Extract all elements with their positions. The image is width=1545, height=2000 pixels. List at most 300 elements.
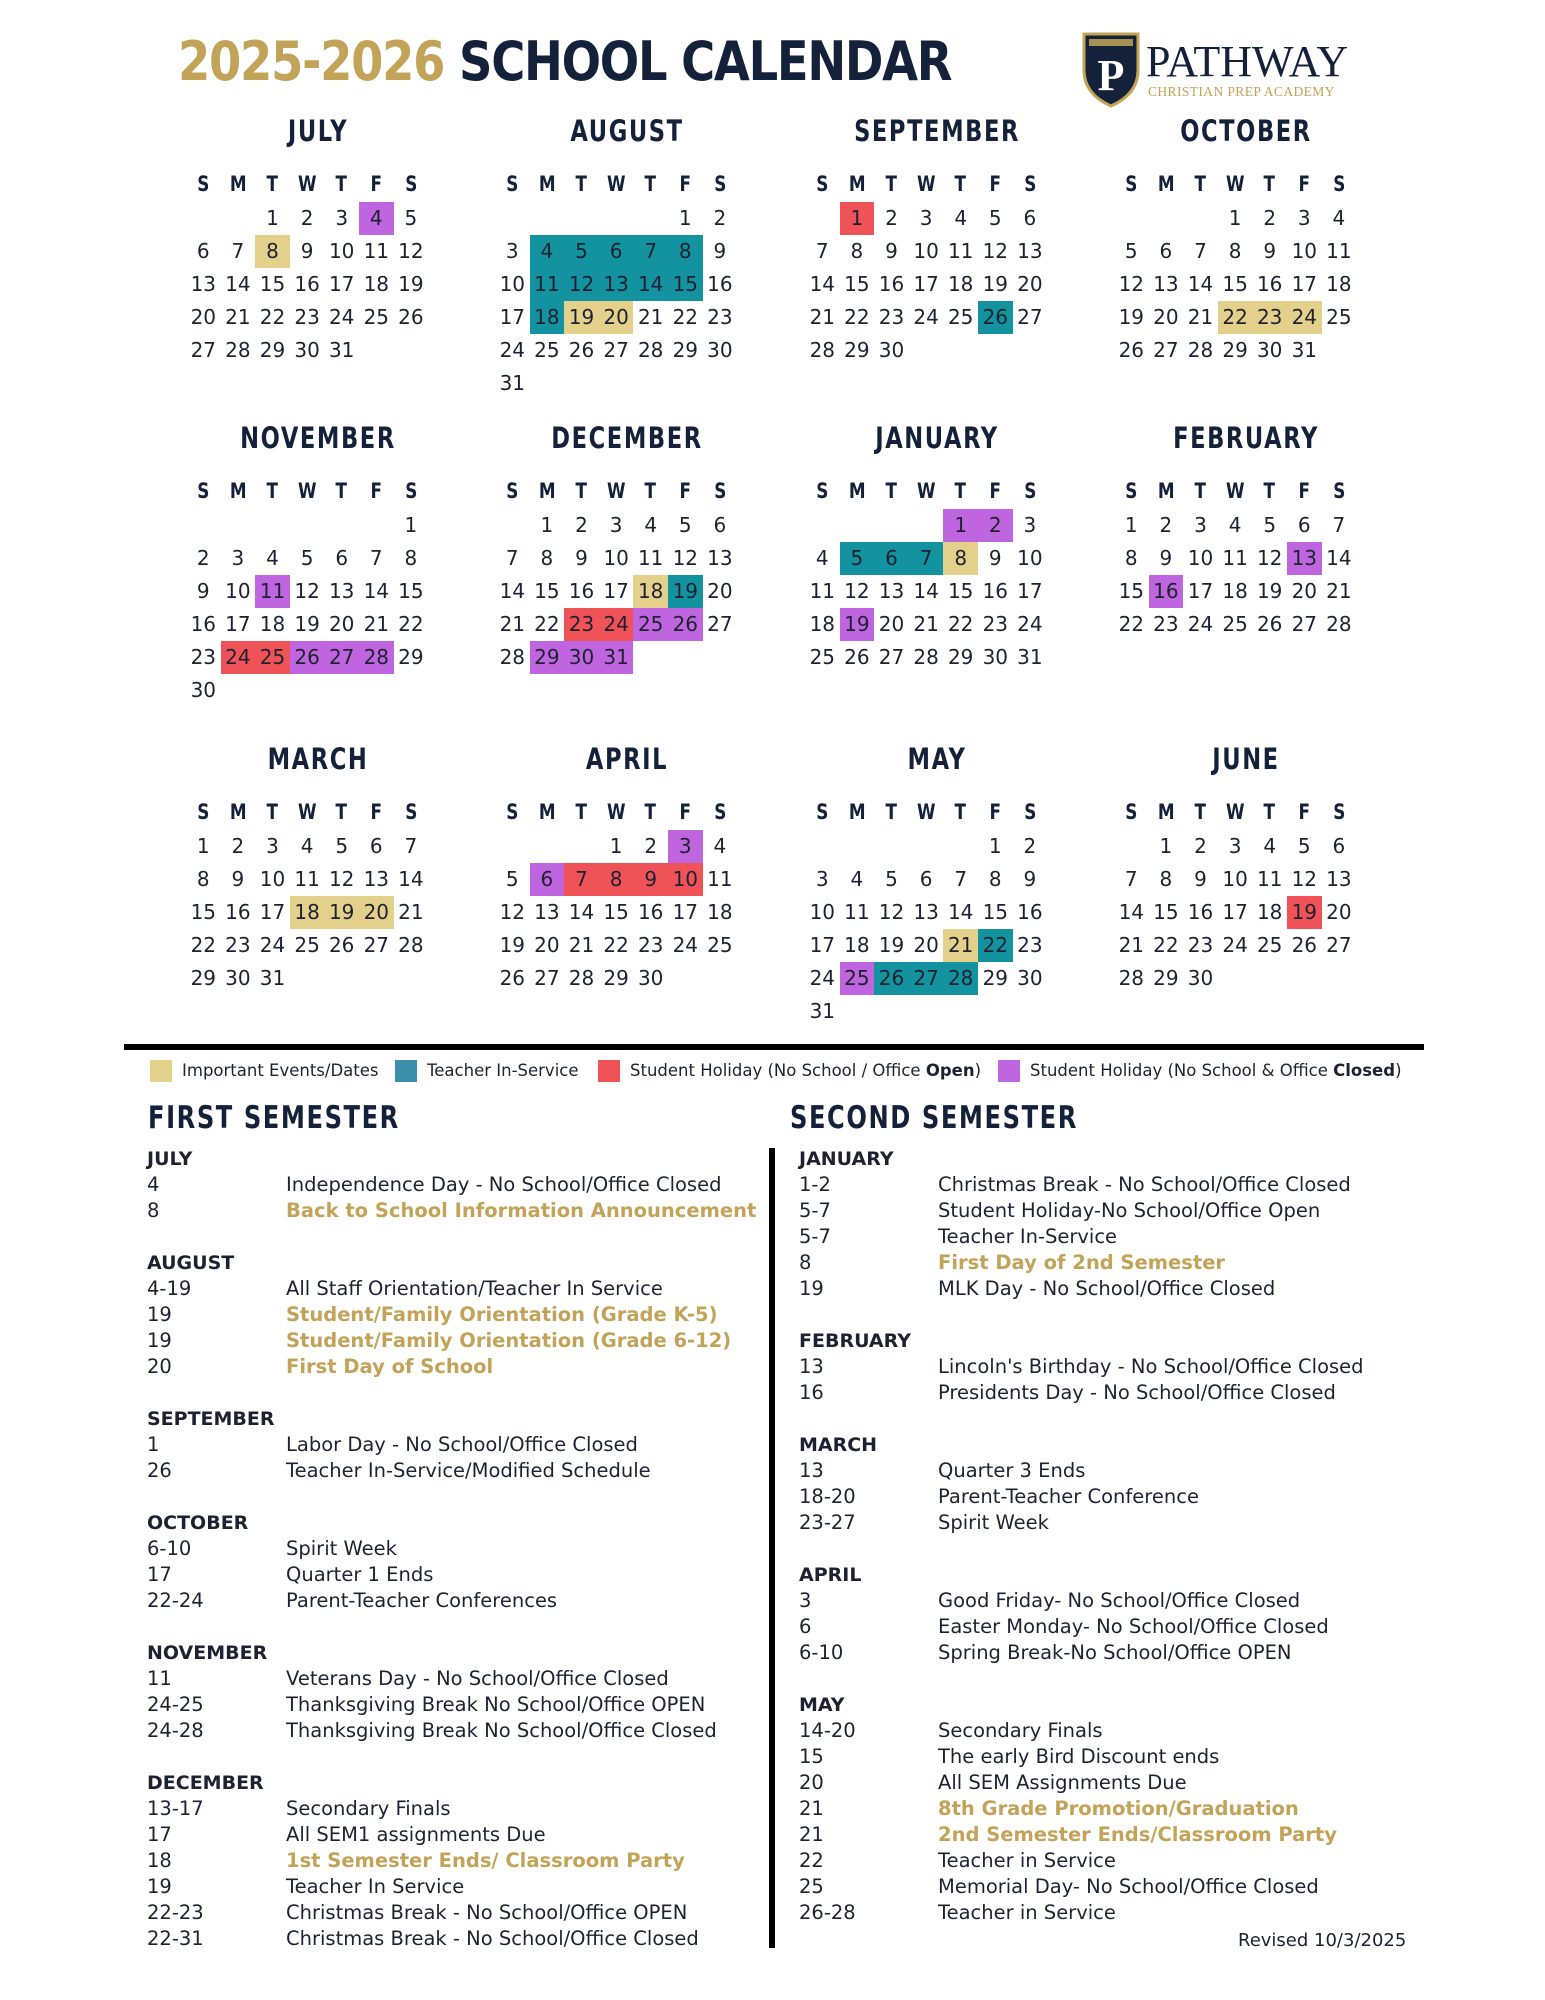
day-cell: 24 <box>1017 612 1043 636</box>
weekday-header: W <box>606 479 626 503</box>
day-cell: 26 <box>328 933 355 957</box>
event-row <box>147 1822 767 1848</box>
day-cell: 20 <box>359 896 394 929</box>
event-group <box>799 1328 1419 1406</box>
weekday-header: W <box>606 800 626 824</box>
weekday-header: T <box>885 479 898 503</box>
day-cell: 19 <box>294 612 320 636</box>
event-row <box>147 1562 767 1588</box>
day-cell: 9 <box>885 239 898 263</box>
day-cell: 2 <box>1159 513 1173 537</box>
day-cell: 21 <box>913 612 939 636</box>
day-cell: 8 <box>1124 546 1138 570</box>
event-row <box>147 1588 767 1614</box>
event-date: 20 <box>799 1771 824 1794</box>
day-cell: 22 <box>672 305 699 329</box>
day-cell: 11 <box>530 268 565 301</box>
day-cell: 23 <box>637 933 664 957</box>
day-cell: 4 <box>1332 206 1346 230</box>
day-cell: 14 <box>809 272 836 296</box>
day-cell: 20 <box>1153 305 1179 329</box>
day-cell: 2 <box>978 509 1013 542</box>
day-cell: 7 <box>564 863 599 896</box>
month-name: MAY <box>907 742 967 776</box>
day-cell: 21 <box>568 933 595 957</box>
day-cell: 27 <box>534 966 560 990</box>
first-semester-list <box>147 1146 767 1978</box>
event-description: Back to School Information Announcement <box>286 1199 757 1222</box>
day-cell: 13 <box>1017 239 1043 263</box>
event-date: 20 <box>147 1355 172 1378</box>
day-cell: 6 <box>530 863 565 896</box>
weekday-header: T <box>954 800 967 824</box>
event-group <box>799 1432 1419 1536</box>
day-cell: 13 <box>534 900 560 924</box>
day-cell: 24 <box>913 305 939 329</box>
day-cell: 25 <box>809 645 836 669</box>
day-cell: 25 <box>1326 305 1352 329</box>
event-row <box>799 1770 1419 1796</box>
day-cell: 5 <box>564 235 599 268</box>
weekday-header: T <box>1263 800 1276 824</box>
day-cell: 15 <box>534 579 560 603</box>
day-cell: 26 <box>978 301 1013 334</box>
section-divider <box>124 1044 1424 1050</box>
day-cell: 21 <box>398 900 424 924</box>
event-row <box>799 1848 1419 1874</box>
day-cell: 30 <box>637 966 664 990</box>
weekday-header: W <box>916 479 936 503</box>
day-cell: 5 <box>404 206 418 230</box>
day-cell: 4 <box>266 546 279 570</box>
day-cell: 22 <box>603 933 629 957</box>
event-date: 22 <box>799 1849 824 1872</box>
day-cell: 30 <box>564 641 599 674</box>
day-cell: 26 <box>668 608 703 641</box>
day-cell: 29 <box>844 338 870 362</box>
day-cell: 1 <box>609 834 623 858</box>
day-cell: 21 <box>225 305 251 329</box>
title-years: 2025-2026 <box>178 30 445 93</box>
event-date: 19 <box>147 1329 172 1352</box>
month-name: APRIL <box>585 742 669 776</box>
day-cell: 8 <box>850 239 864 263</box>
weekday-header: T <box>1194 800 1207 824</box>
event-row <box>147 1302 767 1328</box>
day-cell: 16 <box>1256 272 1283 296</box>
day-cell: 9 <box>575 546 588 570</box>
day-cell: 29 <box>982 966 1009 990</box>
event-row <box>799 1484 1419 1510</box>
day-cell: 21 <box>1326 579 1352 603</box>
day-cell: 22 <box>190 933 217 957</box>
weekday-header: T <box>335 479 348 503</box>
day-cell: 20 <box>707 579 733 603</box>
day-cell: 14 <box>1118 900 1145 924</box>
day-cell: 17 <box>1291 272 1318 296</box>
event-date: 14-20 <box>799 1719 856 1742</box>
month-name: JUNE <box>1212 742 1280 776</box>
day-cell: 25 <box>294 933 320 957</box>
second-semester-list <box>799 1146 1419 1952</box>
weekday-header: M <box>1157 479 1175 503</box>
day-cell: 24 <box>599 608 634 641</box>
day-cell: 10 <box>603 546 629 570</box>
event-date: 13-17 <box>147 1797 204 1820</box>
day-cell: 12 <box>398 239 424 263</box>
day-cell: 31 <box>1291 338 1318 362</box>
day-cell: 4 <box>1263 834 1277 858</box>
day-cell: 5 <box>1124 239 1138 263</box>
event-group-month: SEPTEMBER <box>147 1408 275 1430</box>
semester-divider <box>769 1148 775 1948</box>
day-cell: 20 <box>190 305 217 329</box>
day-cell: 16 <box>1187 900 1214 924</box>
event-row <box>799 1380 1419 1406</box>
day-cell: 3 <box>609 513 623 537</box>
weekday-header: M <box>848 479 866 503</box>
event-group <box>147 1406 767 1484</box>
day-cell: 27 <box>363 933 390 957</box>
event-date: 24-25 <box>147 1693 204 1716</box>
legend-teacher-swatch <box>395 1060 417 1082</box>
day-cell: 5 <box>505 867 519 891</box>
weekday-header: S <box>197 479 210 503</box>
weekday-header: W <box>916 172 936 196</box>
day-cell: 25 <box>1256 933 1283 957</box>
event-date: 8 <box>799 1251 812 1274</box>
legend-holiday-closed-swatch <box>998 1060 1020 1082</box>
weekday-header: T <box>885 172 898 196</box>
event-description: All SEM1 assignments Due <box>286 1823 546 1846</box>
day-cell: 8 <box>404 546 418 570</box>
weekday-header: T <box>1263 479 1276 503</box>
event-description: Teacher in Service <box>938 1901 1116 1924</box>
day-cell: 24 <box>328 305 355 329</box>
event-group <box>147 1146 767 1224</box>
weekday-header: M <box>538 479 556 503</box>
event-date: 1-2 <box>799 1173 831 1196</box>
day-cell: 14 <box>947 900 974 924</box>
day-cell: 19 <box>982 272 1009 296</box>
event-row <box>147 1900 767 1926</box>
day-cell: 12 <box>672 546 699 570</box>
day-cell: 12 <box>844 579 870 603</box>
day-cell: 11 <box>1326 239 1352 263</box>
event-date: 3 <box>799 1589 812 1612</box>
day-cell: 17 <box>328 272 355 296</box>
day-cell: 18 <box>633 575 668 608</box>
day-cell: 28 <box>1118 966 1145 990</box>
weekday-header: M <box>1157 172 1175 196</box>
day-cell: 12 <box>878 900 905 924</box>
day-cell: 5 <box>678 513 692 537</box>
day-cell: 10 <box>913 239 939 263</box>
day-cell: 22 <box>1118 612 1145 636</box>
day-cell: 14 <box>913 579 939 603</box>
day-cell: 26 <box>1256 612 1283 636</box>
day-cell: 17 <box>1017 579 1043 603</box>
day-cell: 28 <box>1326 612 1352 636</box>
logo-subtitle: CHRISTIAN PREP ACADEMY <box>1148 84 1335 99</box>
event-description: Memorial Day- No School/Office Closed <box>938 1875 1319 1898</box>
weekday-header: S <box>1023 172 1036 196</box>
day-cell: 12 <box>294 579 320 603</box>
event-group <box>799 1562 1419 1666</box>
day-cell: 4 <box>359 202 394 235</box>
day-cell: 11 <box>637 546 664 570</box>
day-cell: 14 <box>499 579 526 603</box>
day-cell: 28 <box>1187 338 1214 362</box>
day-cell: 4 <box>530 235 565 268</box>
day-cell: 4 <box>850 867 864 891</box>
weekday-header: T <box>644 800 657 824</box>
weekday-header: W <box>1225 172 1245 196</box>
day-cell: 3 <box>1023 513 1037 537</box>
event-description: Student/Family Orientation (Grade 6-12) <box>286 1329 732 1352</box>
day-cell: 12 <box>1256 546 1283 570</box>
day-cell: 25 <box>255 641 290 674</box>
day-cell: 1 <box>404 513 418 537</box>
day-cell: 9 <box>300 239 314 263</box>
day-cell: 8 <box>599 863 634 896</box>
day-cell: 29 <box>398 645 424 669</box>
day-cell: 6 <box>1023 206 1037 230</box>
event-group-month: JULY <box>147 1148 193 1170</box>
event-row <box>799 1510 1419 1536</box>
event-description: Presidents Day - No School/Office Closed <box>938 1381 1336 1404</box>
day-cell: 16 <box>982 579 1009 603</box>
weekday-header: T <box>644 479 657 503</box>
day-cell: 17 <box>225 612 251 636</box>
day-cell: 11 <box>294 867 320 891</box>
event-date: 4-19 <box>147 1277 192 1300</box>
day-cell: 10 <box>225 579 251 603</box>
day-cell: 8 <box>196 867 210 891</box>
event-description: Good Friday- No School/Office Closed <box>938 1589 1301 1612</box>
day-cell: 28 <box>637 338 664 362</box>
event-row <box>799 1250 1419 1276</box>
day-cell: 27 <box>1153 338 1179 362</box>
day-cell: 11 <box>1256 867 1283 891</box>
day-cell: 11 <box>255 575 290 608</box>
event-date: 22-23 <box>147 1901 204 1924</box>
event-row <box>147 1874 767 1900</box>
day-cell: 10 <box>668 863 703 896</box>
event-group-month: DECEMBER <box>147 1772 264 1794</box>
day-cell: 27 <box>1291 612 1318 636</box>
event-row <box>147 1276 767 1302</box>
day-cell: 28 <box>568 966 595 990</box>
event-row <box>799 1354 1419 1380</box>
day-cell: 7 <box>1124 867 1138 891</box>
day-cell: 21 <box>1118 933 1145 957</box>
event-description: Quarter 3 Ends <box>938 1459 1086 1482</box>
day-cell: 26 <box>568 338 595 362</box>
day-cell: 12 <box>1118 272 1145 296</box>
day-cell: 30 <box>225 966 251 990</box>
day-cell: 16 <box>294 272 320 296</box>
event-description: 8th Grade Promotion/Graduation <box>938 1797 1299 1820</box>
weekday-header: M <box>538 800 556 824</box>
day-cell: 27 <box>909 962 944 995</box>
event-row <box>799 1796 1419 1822</box>
day-cell: 17 <box>603 579 629 603</box>
day-cell: 27 <box>324 641 359 674</box>
event-date: 23-27 <box>799 1511 856 1534</box>
event-description: Teacher In Service <box>286 1875 465 1898</box>
day-cell: 17 <box>1222 900 1248 924</box>
day-cell: 7 <box>231 239 245 263</box>
day-cell: 3 <box>1194 513 1207 537</box>
first-semester-title: FIRST SEMESTER <box>148 1100 400 1136</box>
event-description: Teacher In-Service/Modified Schedule <box>286 1459 651 1482</box>
day-cell: 6 <box>713 513 727 537</box>
day-cell: 16 <box>190 612 217 636</box>
event-row <box>147 1536 767 1562</box>
day-cell: 9 <box>1263 239 1277 263</box>
day-cell: 25 <box>534 338 560 362</box>
event-description: Easter Monday- No School/Office Closed <box>938 1615 1329 1638</box>
event-row <box>799 1822 1419 1848</box>
month-name: JANUARY <box>875 421 999 455</box>
day-cell: 19 <box>1118 305 1145 329</box>
day-cell: 22 <box>844 305 870 329</box>
event-date: 22-24 <box>147 1589 204 1612</box>
event-group <box>147 1250 767 1380</box>
day-cell: 25 <box>363 305 390 329</box>
day-cell: 10 <box>809 900 836 924</box>
day-cell: 5 <box>840 542 875 575</box>
day-cell: 23 <box>1252 301 1287 334</box>
day-cell: 28 <box>359 641 394 674</box>
day-cell: 11 <box>947 239 974 263</box>
event-date: 5-7 <box>799 1225 831 1248</box>
day-cell: 22 <box>947 612 974 636</box>
day-cell: 10 <box>1187 546 1214 570</box>
weekday-header: M <box>229 479 247 503</box>
weekday-header: F <box>989 479 1002 503</box>
day-cell: 6 <box>369 834 383 858</box>
day-cell: 5 <box>1297 834 1311 858</box>
day-cell: 24 <box>672 933 699 957</box>
day-cell: 15 <box>1153 900 1179 924</box>
day-cell: 11 <box>809 579 836 603</box>
weekday-header: T <box>266 800 279 824</box>
title-rest: SCHOOL CALENDAR <box>459 30 952 93</box>
day-cell: 21 <box>363 612 390 636</box>
day-cell: 4 <box>954 206 968 230</box>
day-cell: 9 <box>1159 546 1173 570</box>
day-cell: 1 <box>840 202 875 235</box>
day-cell: 11 <box>363 239 390 263</box>
day-cell: 1 <box>196 834 210 858</box>
day-cell: 2 <box>1263 206 1277 230</box>
day-cell: 12 <box>564 268 599 301</box>
day-cell: 14 <box>568 900 595 924</box>
day-cell: 10 <box>259 867 286 891</box>
day-cell: 1 <box>988 834 1002 858</box>
event-row <box>799 1198 1419 1224</box>
day-cell: 20 <box>1017 272 1043 296</box>
weekday-header: S <box>713 172 726 196</box>
event-date: 21 <box>799 1797 824 1820</box>
event-date: 25 <box>799 1875 824 1898</box>
day-cell: 20 <box>328 612 355 636</box>
day-cell: 3 <box>919 206 933 230</box>
day-cell: 5 <box>1263 513 1277 537</box>
event-description: Secondary Finals <box>938 1719 1103 1742</box>
day-cell: 7 <box>815 239 829 263</box>
day-cell: 29 <box>259 338 286 362</box>
day-cell: 2 <box>1194 834 1207 858</box>
day-cell: 5 <box>300 546 314 570</box>
weekday-header: M <box>229 800 247 824</box>
day-cell: 23 <box>1017 933 1043 957</box>
day-cell: 12 <box>1291 867 1318 891</box>
event-description: Thanksgiving Break No School/Office OPEN <box>286 1693 706 1716</box>
day-cell: 28 <box>398 933 424 957</box>
weekday-header: T <box>885 800 898 824</box>
event-date: 1 <box>147 1433 160 1456</box>
day-cell: 29 <box>947 645 974 669</box>
day-cell: 31 <box>499 371 526 395</box>
event-group-month: FEBRUARY <box>799 1330 911 1352</box>
day-cell: 26 <box>874 962 909 995</box>
day-cell: 19 <box>840 608 875 641</box>
weekday-header: W <box>916 800 936 824</box>
event-group <box>147 1770 767 1952</box>
event-date: 5-7 <box>799 1199 831 1222</box>
day-cell: 6 <box>196 239 210 263</box>
day-cell: 26 <box>844 645 870 669</box>
day-cell: 26 <box>398 305 424 329</box>
weekday-header: T <box>575 172 588 196</box>
event-description: Parent-Teacher Conference <box>938 1485 1199 1508</box>
day-cell: 16 <box>637 900 664 924</box>
weekday-header: T <box>954 479 967 503</box>
event-description: Teacher In-Service <box>938 1225 1118 1248</box>
day-cell: 9 <box>196 579 210 603</box>
weekday-header: S <box>816 800 829 824</box>
weekday-header: S <box>713 479 726 503</box>
month-name: AUGUST <box>570 114 684 148</box>
day-cell: 18 <box>707 900 733 924</box>
month-name: DECEMBER <box>551 421 703 455</box>
day-cell: 4 <box>815 546 829 570</box>
event-description: Student Holiday-No School/Office Open <box>938 1199 1321 1222</box>
day-cell: 29 <box>603 966 629 990</box>
day-cell: 7 <box>404 834 418 858</box>
event-description: Christmas Break - No School/Office Closed <box>938 1173 1351 1196</box>
day-cell: 24 <box>809 966 836 990</box>
legend-teacher-label: Teacher In-Service <box>427 1061 579 1080</box>
day-cell: 23 <box>982 612 1009 636</box>
day-cell: 25 <box>633 608 668 641</box>
weekday-header: T <box>335 172 348 196</box>
day-cell: 13 <box>878 579 905 603</box>
day-cell: 22 <box>1218 301 1253 334</box>
day-cell: 7 <box>954 867 968 891</box>
day-cell: 29 <box>190 966 217 990</box>
day-cell: 19 <box>1256 579 1283 603</box>
day-cell: 10 <box>1017 546 1043 570</box>
weekday-header: S <box>506 800 519 824</box>
event-row <box>799 1458 1419 1484</box>
event-group-month: JANUARY <box>799 1148 894 1170</box>
weekday-header: S <box>1332 479 1345 503</box>
event-row <box>799 1172 1419 1198</box>
